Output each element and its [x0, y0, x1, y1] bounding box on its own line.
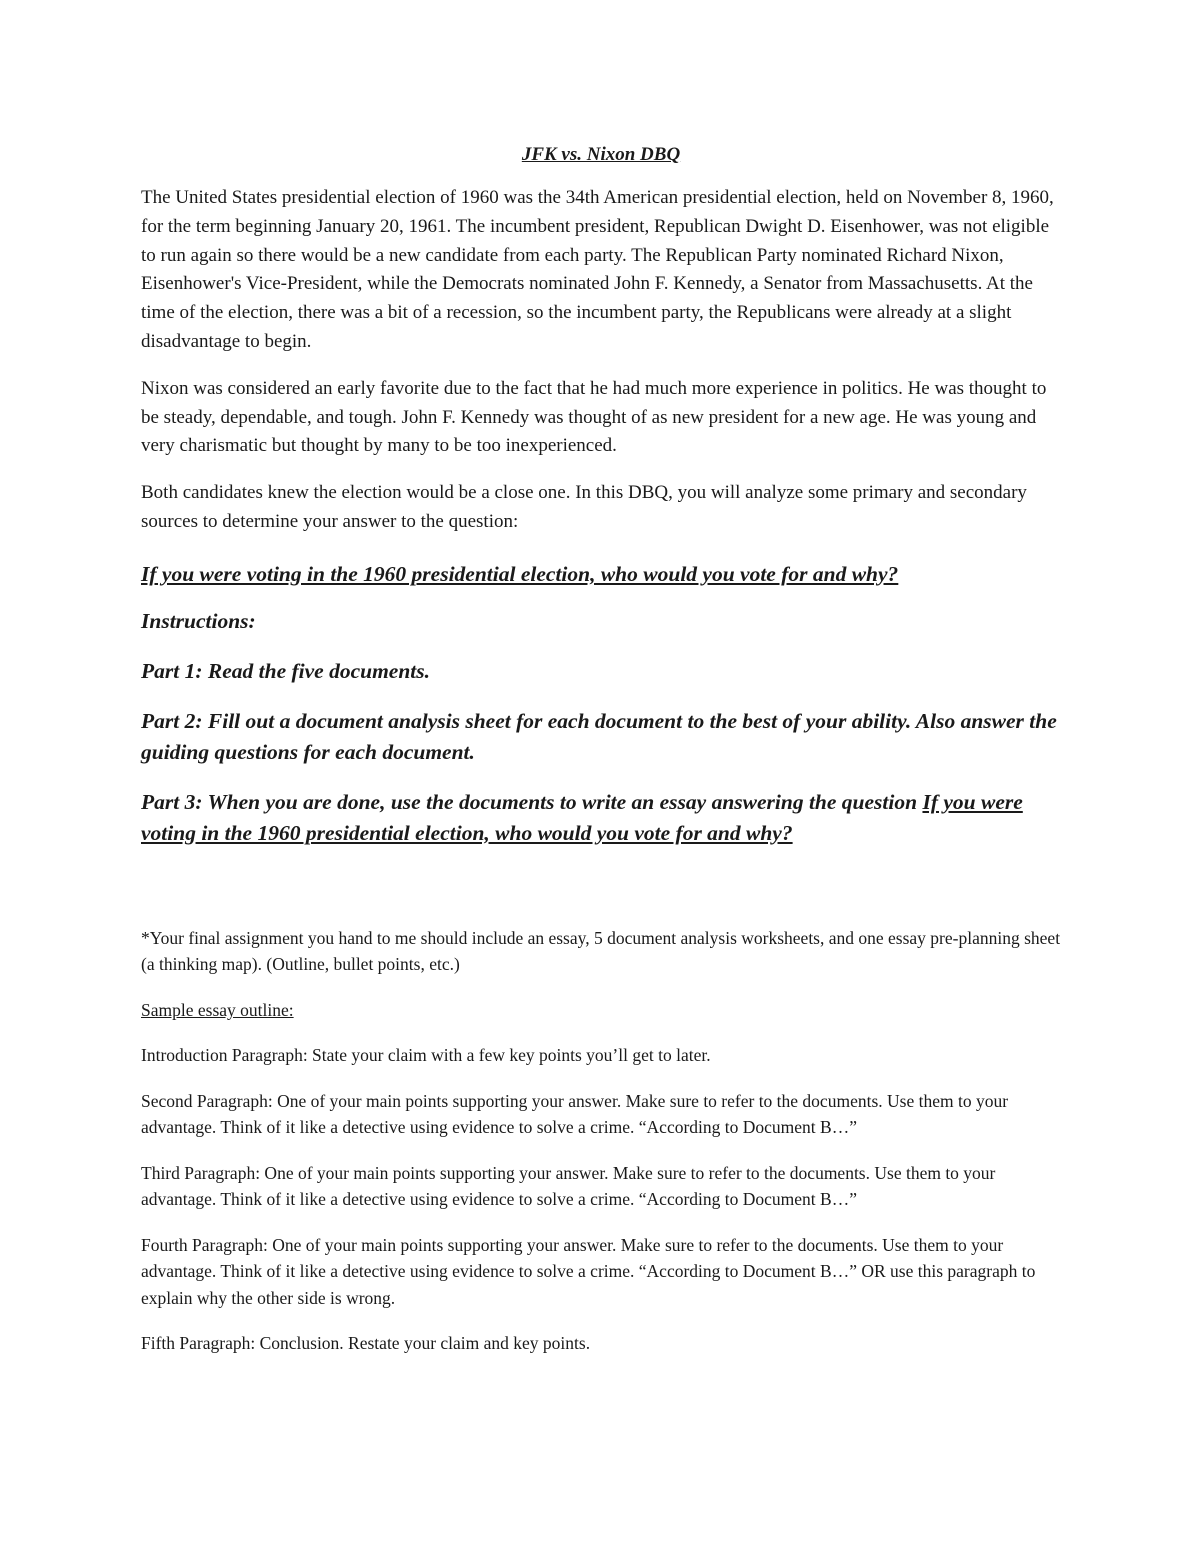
document-body	[141, 140, 1061, 1376]
instruction-part-2: Part 2: Fill out a document analysis sheet for each document to the best of your ability. Also answer the guiding questions for each document.	[141, 708, 1057, 764]
outline-introduction: Introduction Paragraph: State your claim with a few key points you’ll get to later.	[141, 1045, 711, 1066]
main-question: If you were voting in the 1960 presidential election, who would you vote for and why?	[141, 561, 899, 586]
part-3-question: If you were voting in the 1960 presidential election, who would you vote for and why?	[141, 789, 1023, 845]
intro-paragraph-candidates: Nixon was considered an early favorite due to the fact that he had much more experience in politics. He was thought to be steady, dependable, and tough. John F. Kennedy was thought of as new president for a new age. He was young and very charismatic but thought by many to be too inexperienced.	[141, 377, 1047, 457]
outline-heading: Sample essay outline:	[141, 999, 294, 1020]
outline-second-paragraph: Second Paragraph: One of your main points supporting your answer. Make sure to refer to the documents. Use them to your advantage. Think of it like a detective using evidence to solve a crime. “According to Document B…”	[141, 1090, 1009, 1138]
intro-paragraph-election: The United States presidential election of 1960 was the 34th American presidential election, held on November 8, 1960, for the term beginning January 20, 1961. The incumbent president, Republican Dwight D. Eisenhower, was not eligible to run again so there would be a new candidate from each party. The Republican Party nominated Richard Nixon, Eisenhower's Vice-President, while the Democrats nominated John F. Kennedy, a Senator from Massachusetts. At the time of the election, there was a bit of a recession, so the incumbent party, the Republicans were already at a slight disadvantage to begin.	[141, 187, 1054, 352]
instruction-part-1: Part 1: Read the five documents.	[141, 658, 431, 683]
outline-third-paragraph: Third Paragraph: One of your main points supporting your answer. Make sure to refer to the documents. Use them to your advantage. Think of it like a detective using evidence to solve a crime. “According to Document B…”	[141, 1162, 996, 1210]
outline-fourth-paragraph: Fourth Paragraph: One of your main points supporting your answer. Make sure to refer to the documents. Use them to your advantage. Think of it like a detective using evidence to solve a crime. “According to Document B…” OR use this paragraph to explain why the other side is wrong.	[141, 1234, 1036, 1308]
part-3-lead-text: Part 3: When you are done, use the documents to write an essay answering the question	[141, 789, 923, 814]
document-title: JFK vs. Nixon DBQ	[521, 144, 681, 165]
instructions-heading: Instructions:	[141, 608, 256, 633]
instruction-part-3	[141, 787, 1061, 849]
assignment-notes	[141, 925, 1061, 1357]
intro-section	[141, 184, 1061, 537]
outline-fifth-paragraph: Fifth Paragraph: Conclusion. Restate your claim and key points.	[141, 1333, 591, 1354]
final-assignment-note: *Your final assignment you hand to me should include an essay, 5 document analysis worksheets, and one essay pre-planning sheet (a thinking map). (Outline, bullet points, etc.)	[141, 927, 1061, 975]
intro-paragraph-task: Both candidates knew the election would be a close one. In this DBQ, you will analyze some primary and secondary sources to determine your answer to the question:	[141, 482, 1027, 532]
